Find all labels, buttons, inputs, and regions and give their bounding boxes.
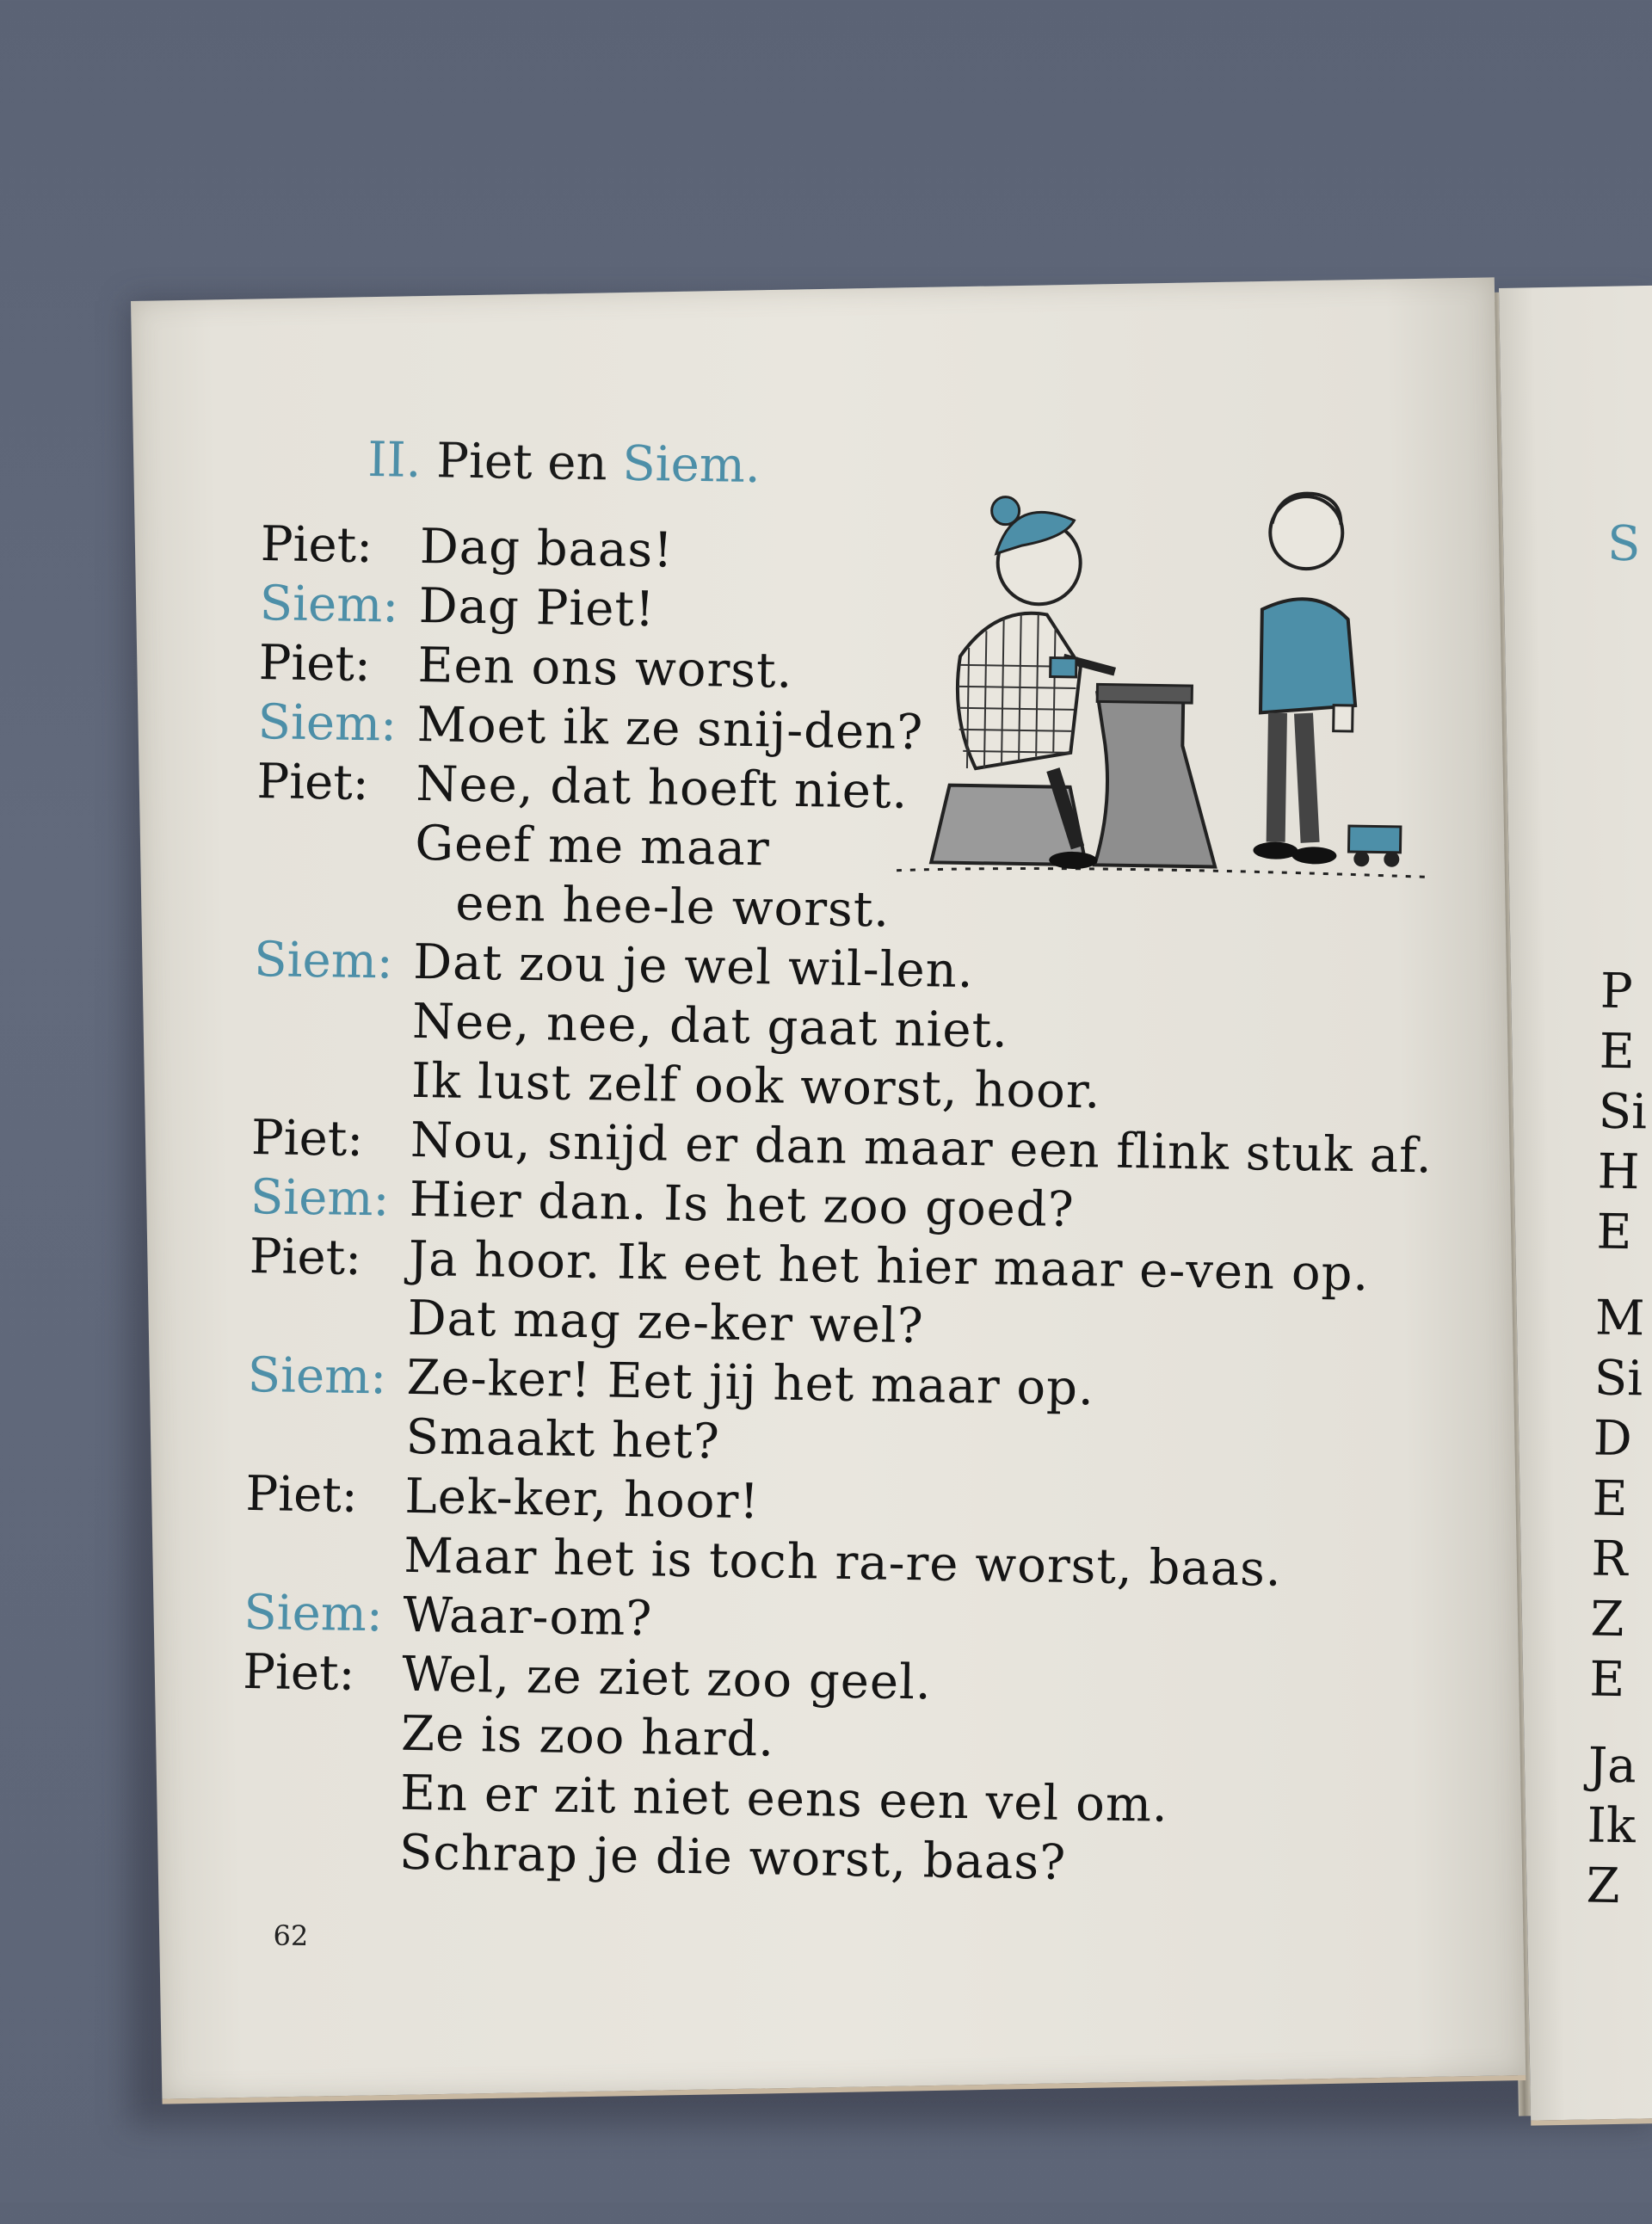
right-page-fragment: S xyxy=(1606,515,1641,573)
dialogue-line: Dag baas! xyxy=(419,518,675,579)
right-page-fragment: Ik xyxy=(1587,1797,1637,1855)
dialogue-line: Een ons worst. xyxy=(417,637,793,699)
dialogue-line: Schrap je die worst, baas? xyxy=(398,1824,1067,1891)
dialogue-line: Moet ik ze snij-den? xyxy=(416,696,924,761)
right-page-fragment: E xyxy=(1592,1470,1629,1528)
dialogue-line: Dat mag ze-ker wel? xyxy=(407,1290,925,1355)
title-part-a: Piet en xyxy=(435,433,608,492)
dialogue-line: En er zit niet eens een vel om. xyxy=(399,1765,1169,1833)
speaker-label: Siem: xyxy=(259,576,399,634)
speaker-label: Siem: xyxy=(257,694,398,753)
right-page-fragment: E xyxy=(1588,1651,1625,1709)
chapter-number: II. xyxy=(367,432,422,489)
dialogue-line: Ik lust zelf ook worst, hoor. xyxy=(410,1052,1101,1120)
speaker-label: Piet: xyxy=(249,1228,362,1286)
speaker-label: Siem: xyxy=(253,932,394,990)
speaker-label: Siem: xyxy=(250,1168,390,1228)
right-page-fragment: Ja xyxy=(1587,1737,1637,1795)
speaker-label: Siem: xyxy=(247,1346,387,1406)
speaker-label: Piet: xyxy=(245,1465,359,1524)
right-page-fragment: H xyxy=(1597,1143,1640,1201)
dialogue-line: Ze is zoo hard. xyxy=(400,1705,775,1768)
right-page-fragment: D xyxy=(1593,1410,1633,1468)
dialogue-line: Hier dan. Is het zoo goed? xyxy=(409,1171,1076,1239)
page-number: 62 xyxy=(273,1919,309,1953)
speaker-label: Piet: xyxy=(260,516,373,575)
dialogue-line: Waar-om? xyxy=(402,1586,653,1648)
speaker-label: Piet: xyxy=(256,754,370,812)
dialogue-line: Smaakt het? xyxy=(405,1408,721,1470)
dialogue-line: Nee, dat hoeft niet. xyxy=(416,755,909,820)
title-part-b: Siem. xyxy=(621,435,761,495)
right-page-fragment: P xyxy=(1600,963,1634,1020)
dialogue-line: Wel, ze ziet zoo geel. xyxy=(401,1646,933,1711)
right-page-fragment: M xyxy=(1594,1290,1645,1347)
dialogue-line: Lek-ker, hoor! xyxy=(404,1468,761,1531)
right-page-fragment: Z xyxy=(1589,1591,1624,1648)
dialogue-line: Dat zou je wel wil-len. xyxy=(412,933,975,1000)
dialogue-line: een hee-le worst. xyxy=(454,875,891,939)
speaker-label: Piet: xyxy=(242,1643,355,1702)
dialogue-line: Nou, snijd er dan maar een flink stuk af. xyxy=(410,1112,1433,1185)
speaker-label: Siem: xyxy=(243,1584,384,1643)
right-page-fragment: E xyxy=(1599,1023,1636,1081)
speaker-label: Piet: xyxy=(258,635,372,693)
chapter-title xyxy=(367,432,761,494)
dialogue-line: Ze-ker! Eet jij het maar op. xyxy=(406,1349,1095,1417)
dialogue-line: Geef me maar xyxy=(414,815,771,878)
right-page-fragment: Si xyxy=(1593,1350,1643,1408)
dialogue-line: Maar het is toch ra-re worst, baas. xyxy=(403,1527,1283,1598)
girl-at-stove-and-boy-icon xyxy=(896,458,1453,914)
right-page-fragment: R xyxy=(1591,1531,1629,1588)
dialogue-line: Nee, nee, dat gaat niet. xyxy=(411,993,1009,1059)
dialogue-line: Ja hoor. Ik eet het hier maar e-ven op. xyxy=(408,1230,1370,1303)
right-page-fragment: E xyxy=(1596,1204,1632,1261)
right-page-fragment: Z xyxy=(1586,1857,1621,1915)
right-page-fragment: Si xyxy=(1598,1083,1648,1141)
dialogue-line: Dag Piet! xyxy=(418,577,656,638)
speaker-label: Piet: xyxy=(250,1109,364,1168)
